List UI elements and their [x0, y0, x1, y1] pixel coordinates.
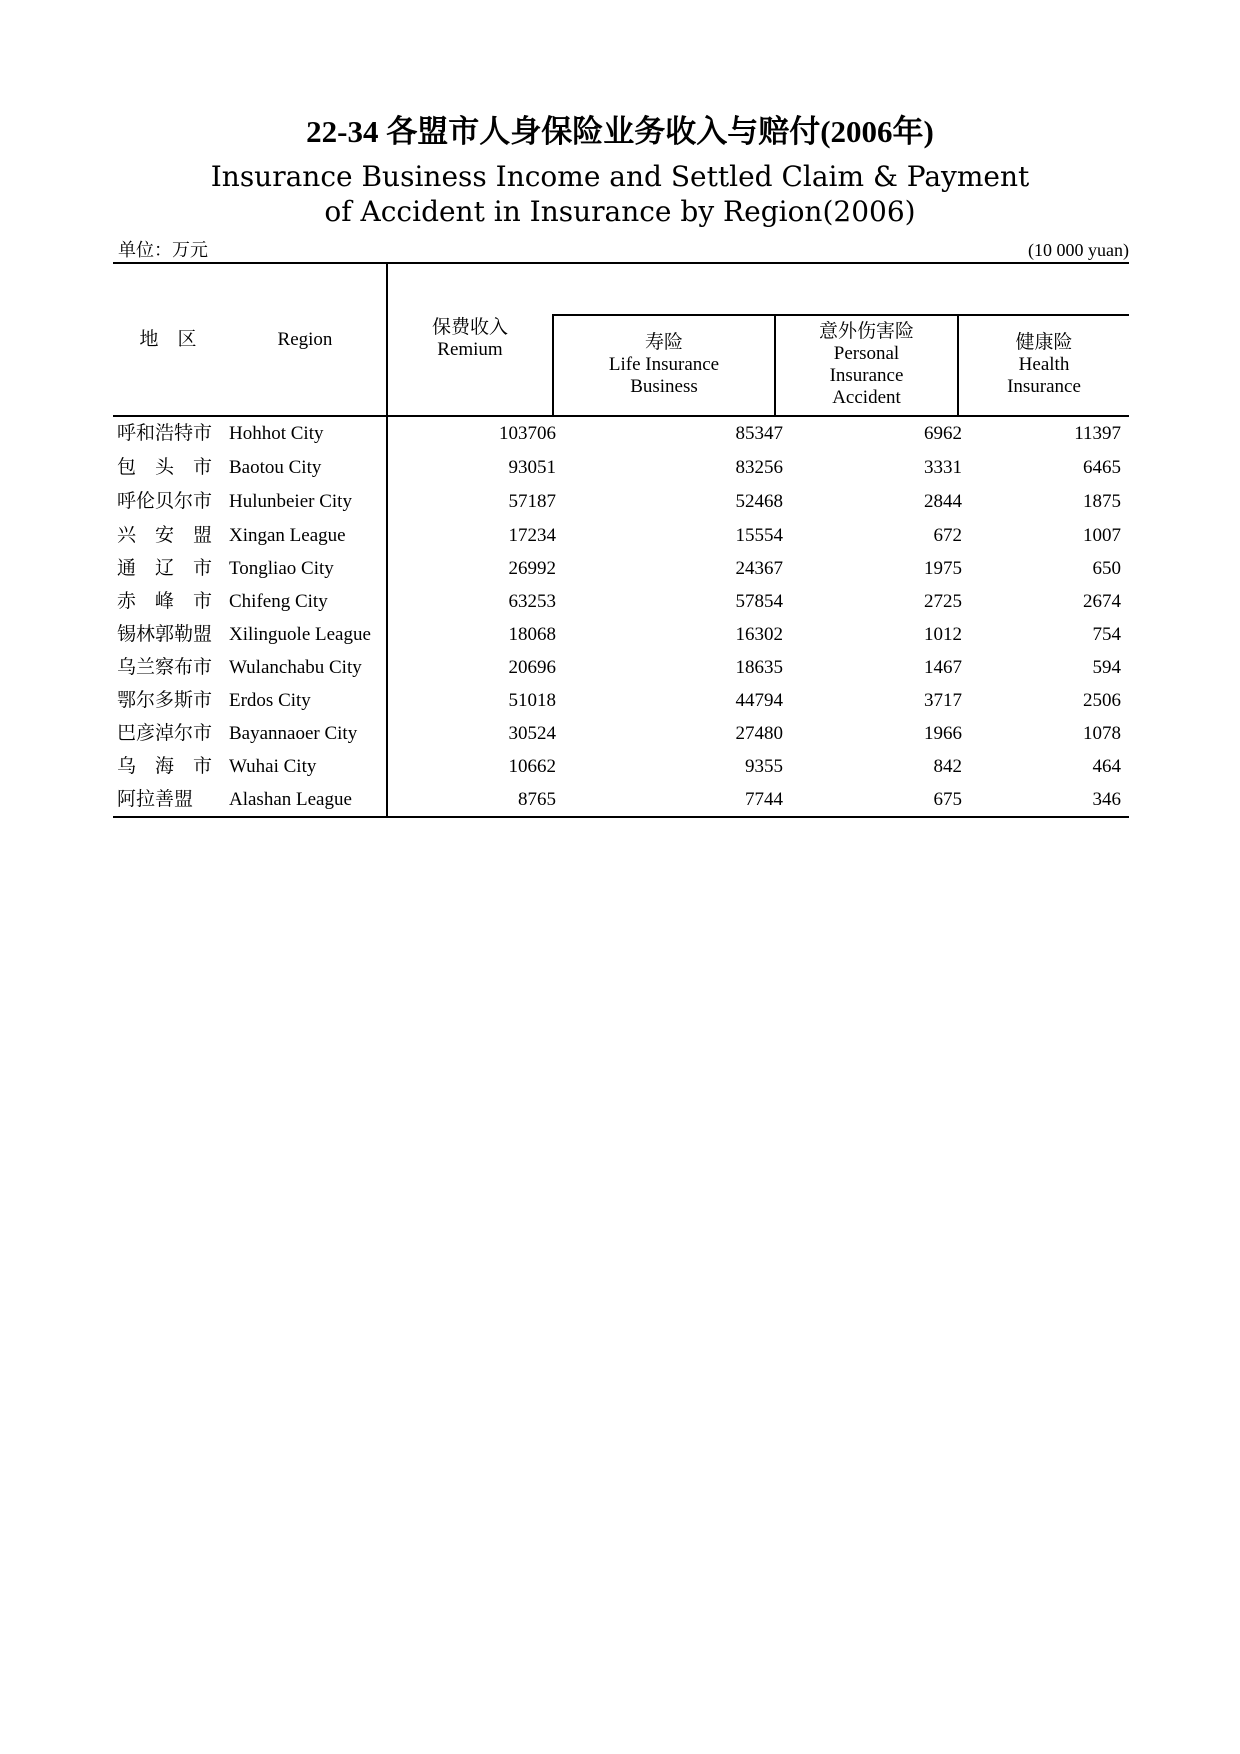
- accident-value: 675: [933, 789, 962, 810]
- life-value: 52468: [735, 491, 783, 512]
- health-value: 2674: [1083, 591, 1121, 612]
- region-name-cn: 通 辽 市: [117, 558, 213, 579]
- header-region-en: Region: [277, 329, 333, 350]
- life-value: 16302: [735, 624, 783, 645]
- header-health-insurance: 健康险 Health Insurance: [1007, 332, 1081, 397]
- health-value: 754: [1092, 624, 1121, 645]
- insurance-table: [113, 262, 1129, 818]
- header-accident-insurance: 意外伤害险 Personal Insurance Accident: [818, 321, 914, 408]
- table-row: [113, 684, 1129, 717]
- region-name-cn: 乌兰察布市: [117, 657, 213, 678]
- health-value: 1078: [1083, 723, 1121, 744]
- region-name-en: Xingan League: [229, 525, 346, 546]
- life-value: 27480: [735, 723, 783, 744]
- region-name-en: Hulunbeier City: [229, 491, 352, 512]
- subheader-rule: [552, 314, 1129, 316]
- table-bottom-rule: [113, 816, 1129, 818]
- region-name-cn: 呼伦贝尔市: [117, 491, 213, 512]
- health-value: 11397: [1074, 423, 1121, 444]
- premium-value: 10662: [508, 756, 556, 777]
- region-name-en: Wuhai City: [229, 756, 317, 777]
- region-name-cn: 赤 峰 市: [117, 591, 213, 612]
- region-name-cn: 巴彦淖尔市: [117, 723, 213, 744]
- life-value: 44794: [735, 690, 783, 711]
- region-name-en: Chifeng City: [229, 591, 328, 612]
- health-value: 2506: [1083, 690, 1121, 711]
- region-name-cn: 包 头 市: [117, 457, 213, 478]
- life-value: 7744: [745, 789, 783, 810]
- table-row: [113, 618, 1129, 651]
- health-value: 464: [1092, 756, 1121, 777]
- accident-value: 3331: [924, 457, 962, 478]
- page-title-chinese: 22-34 各盟市人身保险业务收入与赔付(2006年): [306, 114, 934, 149]
- premium-value: 20696: [508, 657, 556, 678]
- accident-value: 3717: [924, 690, 962, 711]
- region-name-cn: 锡林郭勒盟: [117, 624, 213, 645]
- header-region-cn: 地 区: [139, 329, 197, 350]
- region-name-cn: 兴 安 盟: [117, 525, 213, 546]
- life-value: 24367: [735, 558, 783, 579]
- premium-value: 51018: [508, 690, 556, 711]
- accident-value: 6962: [924, 423, 962, 444]
- table-row: [113, 552, 1129, 585]
- region-name-cn: 呼和浩特市: [117, 423, 213, 444]
- header-life-insurance: 寿险 Life Insurance Business: [608, 332, 720, 397]
- accident-value: 2844: [924, 491, 962, 512]
- health-value: 650: [1092, 558, 1121, 579]
- region-name-cn: 阿拉善盟: [117, 789, 194, 810]
- life-value: 85347: [735, 423, 783, 444]
- table-top-rule: [113, 262, 1129, 264]
- unit-label-english: (10 000 yuan): [1028, 240, 1129, 260]
- table-row: [113, 451, 1129, 484]
- table-row: [113, 485, 1129, 518]
- premium-value: 18068: [508, 624, 556, 645]
- premium-value: 57187: [508, 491, 556, 512]
- accident-value: 672: [933, 525, 962, 546]
- region-name-en: Tongliao City: [229, 558, 334, 579]
- table-row: [113, 783, 1129, 816]
- region-name-en: Bayannaoer City: [229, 723, 358, 744]
- life-value: 83256: [735, 457, 783, 478]
- premium-value: 8765: [518, 789, 556, 810]
- region-name-en: Xilinguole League: [229, 624, 371, 645]
- life-value: 9355: [745, 756, 783, 777]
- region-name-en: Wulanchabu City: [229, 657, 362, 678]
- accident-value: 2725: [924, 591, 962, 612]
- premium-value: 26992: [508, 558, 556, 579]
- health-value: 346: [1092, 789, 1121, 810]
- life-value: 57854: [735, 591, 783, 612]
- table-row: [113, 651, 1129, 684]
- life-value: 15554: [735, 525, 783, 546]
- region-name-cn: 鄂尔多斯市: [117, 690, 213, 711]
- premium-value: 103706: [499, 423, 556, 444]
- page-title-english-line-1: Insurance Business Income and Settled Claim & Payment: [210, 160, 1030, 193]
- premium-value: 63253: [508, 591, 556, 612]
- health-value: 594: [1092, 657, 1121, 678]
- header-premium: 保费收入 Remium: [431, 317, 508, 360]
- premium-value: 93051: [508, 457, 556, 478]
- health-value: 1007: [1083, 525, 1121, 546]
- premium-value: 30524: [508, 723, 556, 744]
- accident-value: 1966: [924, 723, 962, 744]
- region-name-en: Alashan League: [229, 789, 352, 810]
- region-name-cn: 乌 海 市: [117, 756, 213, 777]
- life-value: 18635: [735, 657, 783, 678]
- health-value: 6465: [1083, 457, 1121, 478]
- region-name-en: Erdos City: [229, 690, 311, 711]
- premium-value: 17234: [508, 525, 556, 546]
- page-title-english-line-2: of Accident in Insurance by Region(2006): [324, 195, 916, 228]
- region-name-en: Hohhot City: [229, 423, 324, 444]
- health-value: 1875: [1083, 491, 1121, 512]
- accident-value: 1467: [924, 657, 962, 678]
- table-row: [113, 717, 1129, 750]
- accident-value: 1975: [924, 558, 962, 579]
- accident-value: 842: [933, 756, 962, 777]
- unit-label-chinese: 单位：万元: [118, 240, 208, 260]
- table-row: [113, 417, 1129, 450]
- table-row: [113, 750, 1129, 783]
- table-row: [113, 585, 1129, 618]
- table-row: [113, 519, 1129, 552]
- accident-value: 1012: [924, 624, 962, 645]
- region-name-en: Baotou City: [229, 457, 322, 478]
